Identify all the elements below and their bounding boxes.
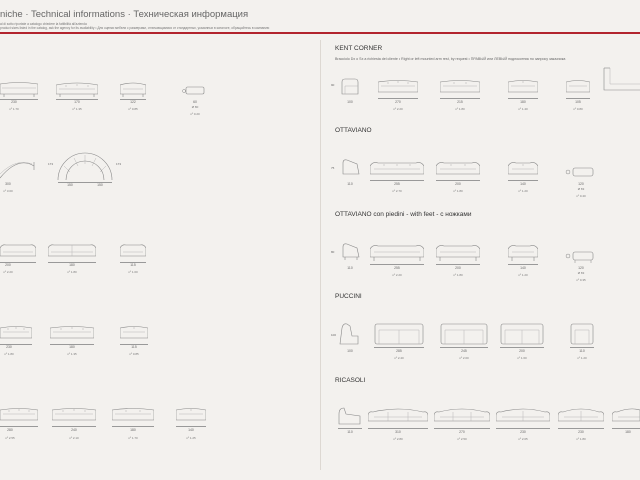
- page-header-title: niche · Technical informations · Техническая информация: [0, 9, 249, 20]
- dimension-label: 115: [130, 263, 136, 267]
- sofa-drawing: [0, 324, 32, 342]
- side-view-drawing: [341, 158, 361, 176]
- dimension-label: 230: [6, 345, 12, 349]
- model-code: nº 1.70: [9, 107, 19, 111]
- armchair-drawing: [508, 243, 538, 263]
- side-view-drawing: [338, 322, 360, 346]
- sofa-drawing: [378, 78, 418, 96]
- dimension-label: 255: [394, 266, 400, 270]
- semicircle-sofa-drawing: [56, 148, 114, 182]
- armchair-drawing: [508, 160, 538, 178]
- section-subtitle: Bracciolo Dx o Sx a richiesta del cliente • Right or left mounted arm rest, by request • ПРАВЫЙ или ЛЕВЫЙ подлокотник по запросу заказчика: [335, 57, 566, 61]
- dimension-label: 180: [520, 100, 526, 104]
- dimension-label: 110: [347, 182, 353, 186]
- dimension-label: 140: [520, 266, 526, 270]
- sofa-drawing: [112, 406, 154, 424]
- dimension-label: 230: [11, 100, 17, 104]
- column-divider: [320, 40, 321, 470]
- model-diameter: Ø 83: [577, 187, 585, 191]
- dimension-label: 240: [71, 428, 77, 432]
- model-code: nº 2.40: [394, 356, 404, 360]
- sofa-drawing: [52, 406, 96, 424]
- dimension-label: 170: [74, 100, 80, 104]
- model-code: nº 0.80: [573, 107, 583, 111]
- dimension-label: 310: [395, 430, 401, 434]
- sofa-drawing: [508, 78, 538, 96]
- dimension-label: 180: [69, 345, 75, 349]
- dimension-label: 200: [5, 263, 11, 267]
- model-code: nº 2.10: [69, 436, 79, 440]
- model-diameter: Ø 83: [577, 271, 585, 275]
- ottoman-drawing: [564, 250, 594, 264]
- model-code: nº 0.85: [129, 352, 139, 356]
- sofa-drawing: [434, 406, 490, 424]
- dimension-label: 180: [130, 428, 136, 432]
- dimension-label: 110: [347, 430, 353, 434]
- armchair-drawing: [570, 322, 594, 346]
- dimension-label: 100: [347, 100, 353, 104]
- model-code: nº 2.50: [457, 437, 467, 441]
- sofa-drawing: [440, 322, 488, 346]
- dimension-label: 180: [625, 430, 631, 434]
- dimension-label: 105: [575, 100, 581, 104]
- model-code: nº 1.80: [455, 107, 465, 111]
- dimension-label: 270: [395, 100, 401, 104]
- sofa-drawing: [436, 243, 480, 263]
- model-code: nº 1.80: [453, 189, 463, 193]
- header-note: al di sotto riportate a catalogo chiedere la fattibilità all'azienda: [0, 22, 87, 26]
- dimension-label: 255: [394, 182, 400, 186]
- armchair-drawing: [176, 406, 206, 424]
- model-code: nº 2.70: [392, 189, 402, 193]
- model-code: nº 3.00: [3, 189, 13, 193]
- model-code: nº 2.55: [5, 436, 15, 440]
- side-dimension: 75: [331, 166, 335, 170]
- side-view-drawing: [338, 404, 362, 426]
- section-title-ottaviano: OTTAVIANO: [335, 127, 372, 134]
- sofa-drawing: [440, 78, 480, 96]
- model-code: nº 0.20: [190, 112, 200, 116]
- sofa-drawing: [50, 324, 94, 342]
- dimension-label: 150: [97, 183, 103, 187]
- model-code: nº 2.80: [393, 437, 403, 441]
- dimension-label: 270: [459, 430, 465, 434]
- dimension-label: 60: [193, 100, 197, 104]
- ottoman-drawing: [182, 86, 206, 96]
- armchair-drawing: [120, 324, 148, 342]
- side-view-drawing: [341, 78, 359, 96]
- corner-module-drawing: [566, 78, 590, 96]
- sofa-drawing: [370, 243, 424, 263]
- model-code: nº 1.20: [518, 189, 528, 193]
- header-note: product sizes listed in the catalog, ask the agency for its availability • Для оценки мебели с размерами, отличающимися от стандартных, указанных в каталоге, обращайтесь в компанию: [0, 26, 270, 30]
- model-diameter: Ø 80: [191, 105, 199, 109]
- sofa-drawing: [0, 80, 38, 98]
- model-code: nº 1.20: [577, 356, 587, 360]
- sofa-drawing: [370, 160, 424, 178]
- model-code: nº 1.80: [576, 437, 586, 441]
- dimension-label: 200: [455, 182, 461, 186]
- model-code: nº 1.70: [128, 436, 138, 440]
- model-code: nº 2.20: [3, 270, 13, 274]
- model-code: nº 1.25: [186, 436, 196, 440]
- dimension-label: 120: [578, 182, 584, 186]
- sofa-drawing: [496, 406, 550, 424]
- dimension-label: 110: [579, 349, 585, 353]
- dimension-label: 300: [5, 182, 11, 186]
- dimension-label: 200: [519, 349, 525, 353]
- section-title-kent-corner: KENT CORNER: [335, 45, 383, 52]
- side-dimension: 173: [116, 162, 122, 166]
- section-title-ricasoli: RICASOLI: [335, 377, 366, 384]
- dimension-label: 122: [130, 100, 136, 104]
- dimension-label: 115: [131, 345, 137, 349]
- model-code: nº 0.85: [128, 107, 138, 111]
- sofa-drawing: [0, 242, 36, 260]
- dimension-label: 140: [188, 428, 194, 432]
- dimension-label: 150: [67, 183, 73, 187]
- model-code: nº 2.00: [459, 356, 469, 360]
- dimension-label: 200: [455, 266, 461, 270]
- armchair-drawing: [120, 80, 146, 98]
- model-code: nº 0.40: [576, 194, 586, 198]
- curved-sofa-drawing: [0, 152, 36, 180]
- dimension-label: 100: [347, 349, 353, 353]
- side-dimension: 90: [331, 83, 335, 87]
- model-code: nº 2.20: [392, 273, 402, 277]
- dimension-label: 285: [396, 349, 402, 353]
- sofa-drawing: [500, 322, 544, 346]
- sofa-drawing: [56, 80, 98, 98]
- corner-sofa-plan-drawing: [600, 66, 640, 96]
- sofa-drawing: [0, 406, 38, 424]
- armchair-drawing: [120, 242, 146, 260]
- dimension-label: 120: [578, 266, 584, 270]
- ottoman-drawing: [564, 166, 594, 178]
- side-view-drawing: [341, 242, 361, 262]
- section-title-ottaviano-feet: OTTAVIANO con piedini - with feet - с ножками: [335, 211, 472, 218]
- dimension-label: 110: [347, 266, 353, 270]
- model-code: nº 1.60: [517, 356, 527, 360]
- dimension-label: 140: [520, 182, 526, 186]
- model-code: nº 2.05: [518, 437, 528, 441]
- sofa-drawing: [436, 160, 480, 178]
- dimension-label: 230: [520, 430, 526, 434]
- header-red-rule: [0, 32, 640, 34]
- model-code: nº 1.35: [72, 107, 82, 111]
- side-dimension: 173: [48, 162, 54, 166]
- model-code: nº 1.80: [67, 270, 77, 274]
- section-title-puccini: PUCCINI: [335, 293, 362, 300]
- side-dimension: 80: [331, 250, 335, 254]
- model-code: nº 0.35: [576, 278, 586, 282]
- sofa-drawing: [48, 242, 96, 260]
- model-code: nº 1.80: [4, 352, 14, 356]
- sofa-drawing: [374, 322, 424, 346]
- dimension-label: 280: [7, 428, 13, 432]
- sofa-drawing: [558, 406, 604, 424]
- sofa-drawing: [368, 406, 428, 424]
- model-code: nº 1.35: [67, 352, 77, 356]
- dimension-label: 230: [578, 430, 584, 434]
- model-code: nº 1.00: [128, 270, 138, 274]
- model-code: nº 2.20: [393, 107, 403, 111]
- model-code: nº 1.40: [518, 107, 528, 111]
- model-code: nº 1.20: [518, 273, 528, 277]
- sofa-drawing-partial: [612, 406, 640, 424]
- model-code: nº 1.80: [453, 273, 463, 277]
- dimension-label: 215: [457, 100, 463, 104]
- dimension-label: 245: [461, 349, 467, 353]
- dimension-label: 180: [69, 263, 75, 267]
- side-dimension: 100: [331, 333, 337, 337]
